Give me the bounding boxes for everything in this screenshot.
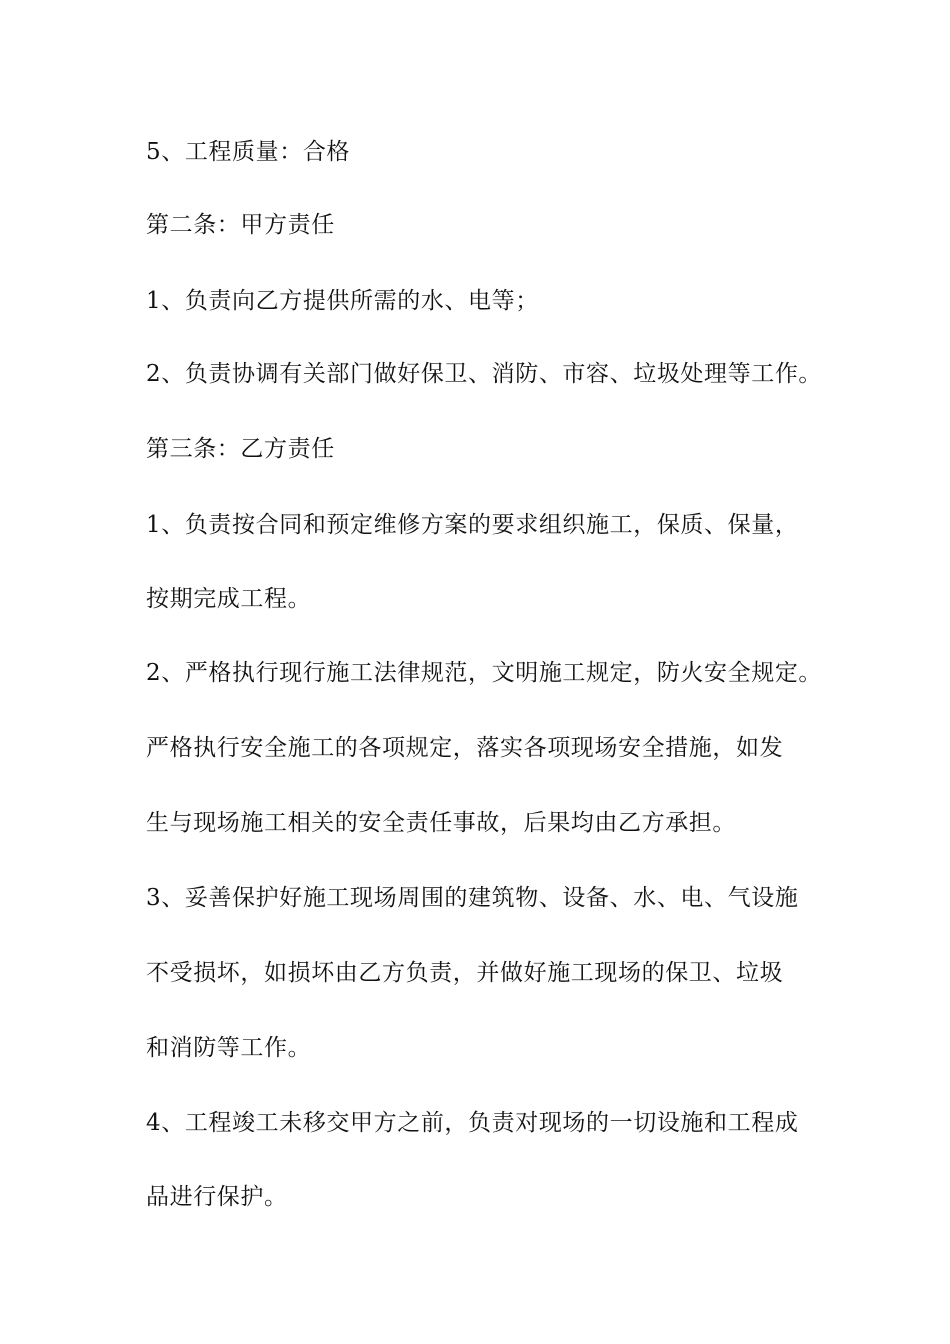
section-heading-party-a: 第二条：甲方责任 [146,212,335,238]
party-b-item-4-line-1: 4、工程竣工未移交甲方之前，负责对现场的一切设施和工程成 [146,1110,799,1136]
section-heading-party-b: 第三条：乙方责任 [146,436,335,462]
party-b-item-2-line-3: 生与现场施工相关的安全责任事故，后果均由乙方承担。 [146,810,736,836]
party-b-item-2-line-1: 2、严格执行现行施工法律规范，文明施工规定，防火安全规定。 [146,660,823,686]
clause-quality: 5、工程质量：合格 [146,139,351,165]
party-b-item-3-line-2: 不受损坏，如损坏由乙方负责，并做好施工现场的保卫、垃圾 [146,960,784,986]
party-b-item-1-line-2: 按期完成工程。 [146,586,312,612]
party-b-item-3-line-1: 3、妥善保护好施工现场周围的建筑物、设备、水、电、气设施 [146,885,799,911]
party-a-item-1: 1、负责向乙方提供所需的水、电等； [146,288,539,314]
party-b-item-1-line-1: 1、负责按合同和预定维修方案的要求组织施工，保质、保量， [146,512,799,538]
party-b-item-4-line-2: 品进行保护。 [146,1184,288,1210]
party-b-item-2-line-2: 严格执行安全施工的各项规定，落实各项现场安全措施，如发 [146,735,784,761]
party-b-item-3-line-3: 和消防等工作。 [146,1035,312,1061]
party-a-item-2: 2、负责协调有关部门做好保卫、消防、市容、垃圾处理等工作。 [146,361,823,387]
